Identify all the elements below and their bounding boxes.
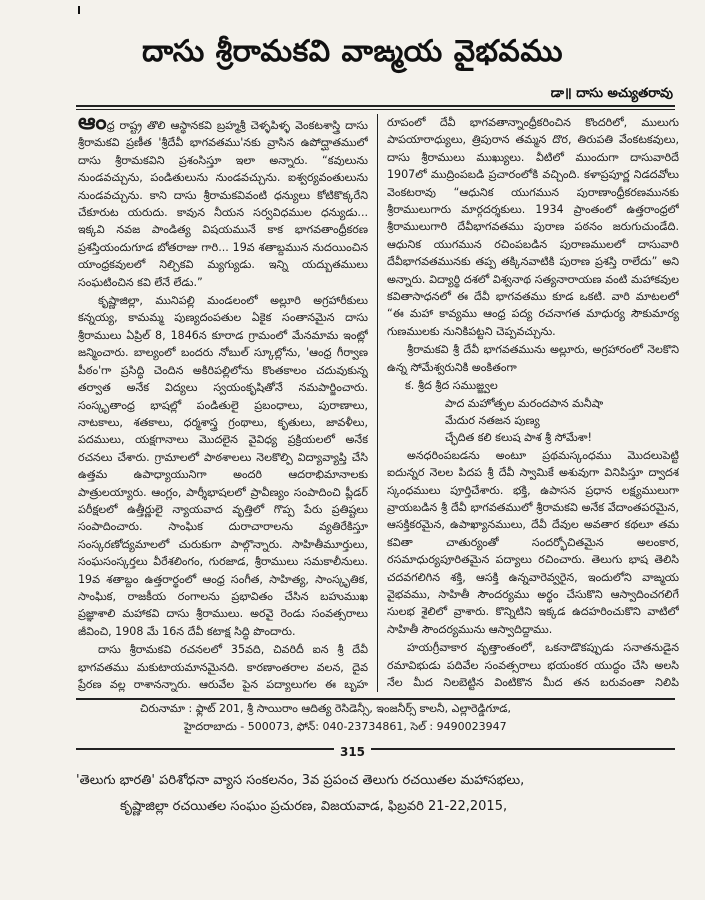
page-number-text: 315 <box>334 745 371 759</box>
address-line: చిరునామా : ఫ్లాట్ 201, శ్రీ సాయిరాం ఆదిత్య రెసిడెన్సీ, ఇంజనీర్స్ కాలనీ, ఎల్లారెడ్డిగూడ, <box>140 702 512 715</box>
page-number <box>0 745 705 759</box>
paragraph <box>78 114 368 291</box>
address-line: హైదరాబాదు - 500073, ఫోన్: 040-23734861, సెల్ : 9490023947 <box>184 720 507 733</box>
footer-line: కృష్ణాజిల్లా రచయితల సంఘం ప్రచురణ, విజయవాడ, ఫిబ్రవరి 21-22,2015, <box>120 799 508 814</box>
drop-cap: ఆం <box>78 114 107 135</box>
paragraph: రూపంలో దేవీ భాగవతాన్నాంధ్రీకరించిన కొందరిలో, ములుగు పాపయారాధ్యులు, త్రిపురాన తమ్మన దొర, తిరుపతి వేంకటకవులు, దాసు శ్రీరాములు ముఖ్యులు. వీటిలో ముందుగా దాసువారిదే 1907లో ముద్రింపబడి ప్రచారంలోకి వచ్చింది. కళాప్రపూర్ణ నిడదవోలు వెంకటరావు “ఆధునిక యుగమున పురాణాంధ్రీకరణమునకు శ్రీరాములుగారు మార్గదర్శకులు. 1934 ప్రాంతంలో ఉత్తరాంధ్రలో శ్రీరాములుగారి దేవీభాగవతము పురాణ పఠనం జరుగుచుండేది. ఆధునిక యుగమున రచింపబడిన పురాణములలో దాసువారి దేవీభాగవతమునకు తప్ప తక్కినవాటికి పురాణ ప్రశస్తి రాలేదు” అని అన్నారు. విద్యార్థి దశలో విశ్వనాథ సత్యనారాయణ వంటి మహాకవుల కవితాసాధనలో ఈ దేవీ భాగవతము కూడ ఒకటి. వారి మాటలలో “ఈ మహా కావ్యము ఆంధ్ర పద్య రచనాగత మాధుర్య సౌకుమార్య గుణములకు నునికిపట్టని చెప్పవచ్చును. <box>387 116 679 338</box>
verse-block <box>387 377 679 447</box>
header-rule-thin <box>76 109 675 110</box>
scan-edge-mark <box>78 6 80 14</box>
right-column <box>387 114 679 692</box>
footer-line: 'తెలుగు భారతి' పరిశోధనా వ్యాస సంకలనం, 3వ ప్రపంచ తెలుగు రచయితల మహాసభలు, <box>76 773 525 788</box>
paragraph: దాసు శ్రీరామకవి రచనలలో 35వది, చివరిదీ ఐన శ్రీ దేవీ భాగవతము మకుటాయమానమైనది. కారణాంతరాల వలన, దైవ ప్రేరణ వల్ల రాశానన్నారు. ఆరువేల పైన పద్యాలుగల ఈ బృహ <box>78 643 368 691</box>
column-divider <box>377 114 378 692</box>
verse-line: మేదుర నతజన పుణ్య <box>445 413 540 427</box>
publication-footer <box>76 768 675 820</box>
paragraph: కృష్ణాజిల్లా, మునిపల్లి మండలంలో అల్లూరి అగ్రహారీకులు కన్నయ్య, కామమ్మ పుణ్యదంపతుల ఏకైక సంతానమైన దాసు శ్రీరాములు ఏప్రిల్ 8, 1846న కూరాడ గ్రామంలో మేనమామ ఇంట్లో జన్మించారు. బాల్యంలో బందరు నోబుల్ స్కూల్లోను, 'ఆంధ్ర గీర్వాణ పీఠం'గా ప్రసిద్ధి చెందిన అకిరిపల్లిలోను కొంతకాలం చదువుకున్న తర్వాత అనేక విద్యలు స్వయంకృషితోనే నమపార్జించారు. సంస్కృతాంధ్ర భాషల్లో పండితులై ప్రబంధాలు, పురాణాలు, నాటకాలు, శతకాలు, ధర్మశాస్త్ర గ్రంథాలు, కృతులు, జావళీలు, పదములు, యక్షగానాలు మొదలైన వైవిధ్య ప్రక్రియలలో అనేక రచనలు చేశారు. గ్రామాలలో పాఠశాలలు నెలకొల్పి విద్యావ్యాప్తి చేసి ఉత్తమ ఉపాధ్యాయునిగా అందరి ఆదరాభిమానాలకు పాత్రులయ్యారు. ఆంగ్లం, పార్శీభాషలలో ప్రావీణ్యం సంపాదించి ప్లీడర్ పరీక్షలలో ఉత్తీర్ణులై న్యాయవాద వృత్తిలో గొప్ప పేరు ప్రతిష్టలు సంపాదించారు. సాంఘిక దురాచారాలను వ్యతిరేకిస్తూ సంస్కరణోద్యమాలలో చురుకుగా పాల్గొన్నారు. సాహితీమూర్తులు, సంఘసంస్కర్తలు వీరేశలింగం, గురజాడ, శ్రీరాములు సమకాలీనులు. 19వ శతాబ్దం ఉత్తరార్థంలో ఆంధ్ర సంగీత, సాహిత్య, సాంస్కృతిక, సాంఘిక, రాజకీయ రంగాలను ప్రభావితం చేసిన బహుముఖ ప్రజ్ఞాశాలి మహాకవి దాసు శ్రీరాములు. అరవై రెండు సంవత్సరాలు జీవించి, 1908 మే 16న దేవీ కటాక్ష సిద్ధి పొందారు. <box>78 294 368 638</box>
header-rule <box>76 105 675 107</box>
author-address <box>140 700 670 736</box>
paragraph: హయగ్రీవాకార వృత్తాంతంలో, ఒకనాడొకప్పుడు సనాతనుడైన రమావిభుడు పదివేల సంవత్సరాలు భయంకర యుద్ధం చేసి అలసి నేల మీద నిలబెట్టిన వింటికొన మీద తన బరువంతా నిలిపి <box>387 641 679 689</box>
verse-line: చ్ఛేదిత కలి కలుష పాశ శ్రీ సోమేశా! <box>445 431 592 445</box>
paragraph-text: ధ్ర రాష్ట్ర తొలి ఆస్థానకవి బ్రహ్మశ్రీ చెళ్ళపిళ్ళ వెంకటశాస్త్రి దాసు శ్రీరామకవి ప్రణీత 'శ్రీదేవీ భాగవతము'నకు వ్రాసిన ఉపోద్ఘాతములో దాసు శ్రీరామకవిని ప్రశంసిస్తూ ఇలా అన్నారు. “కవులును నుండవచ్చును, పండితులును నుండవచ్చును. ఐశ్వర్యవంతులును నుండవచ్చును. కాని దాసు శ్రీరామకవివంటి ధన్యులు కోటికొక్కరేని చేకూరుట యరుదు. కావున నీయన సర్వవిధముల ధన్యుడు... ఇక్కవి నవజ పాండిత్య విషయమునే కాక భాగవతాంధ్రీకరణ ప్రశస్తియందుగూడ బోతరాజు గారి... 19వ శతాబ్దమున నుదయించిన యాంధ్రకవులలో నిల్చికవి మ్యగ్యుడు. ఇన్ని యద్బుతములు సంఘటించిన కవి లేనే లేడు.” <box>78 119 368 289</box>
article-title: దాసు శ్రీరామకవి వాఙ్మయ వైభవము <box>142 34 563 69</box>
author-name: డా॥ దాసు అచ్యుతరావు <box>550 86 673 101</box>
left-column <box>78 114 368 692</box>
paragraph: అనధరింపబడను అంటూ ప్రథమస్కంధము మొదలుపెట్టి ఐదున్నర నెలల పిదప శ్రీ దేవీ స్వామికే అశువుగా వినిపిస్తూ ద్వాదశ స్కంధములు పూర్తిచేశారు. భక్తి, ఉపాసన ప్రధాన లక్ష్యములుగా వ్రాయబడిన శ్రీ దేవీ భాగవతములో శ్రీరామకవి అనేక వేదాంతపరమైన, ఆసక్తికరమైన, ఉపాఖ్యానములు, దేవీ దేవుల అవతార కథలూ తమ కవితా చాతుర్యంతో సందర్భోచితమైన అలంకార, రసమాధుర్యపూరితమైన పద్యాలు రచించారు. తెలుగు భాష తెలిసి చదవగలిగిన శక్తి, ఆసక్తి ఉన్నవారెవ్వరైన, ఇందులోని వాఙ్మయ వైభవము, సాహితీ సౌందర్యము అర్థం చేసుకొని ఆస్వాదించగలిగే సులభ శైలిలో వ్రాశారు. కొన్నిటిని ఇక్కడ ఉదహరించుకొని వాటిలో సాహితీ సౌందర్యమును ఆస్వాదిద్దాము. <box>387 448 679 636</box>
verse-line: పాద మహోత్పల మరందపాన మనీషా <box>445 396 604 410</box>
verse-line: క. శ్రీద శ్రీద సముజ్జ్వల <box>405 379 498 393</box>
paragraph: శ్రీరామకవి శ్రీ దేవీ భాగవతమును అల్లూరు, అగ్రహారంలో నెలకొని ఉన్న సోమేశ్వరునికి అంకితంగా <box>387 343 679 374</box>
